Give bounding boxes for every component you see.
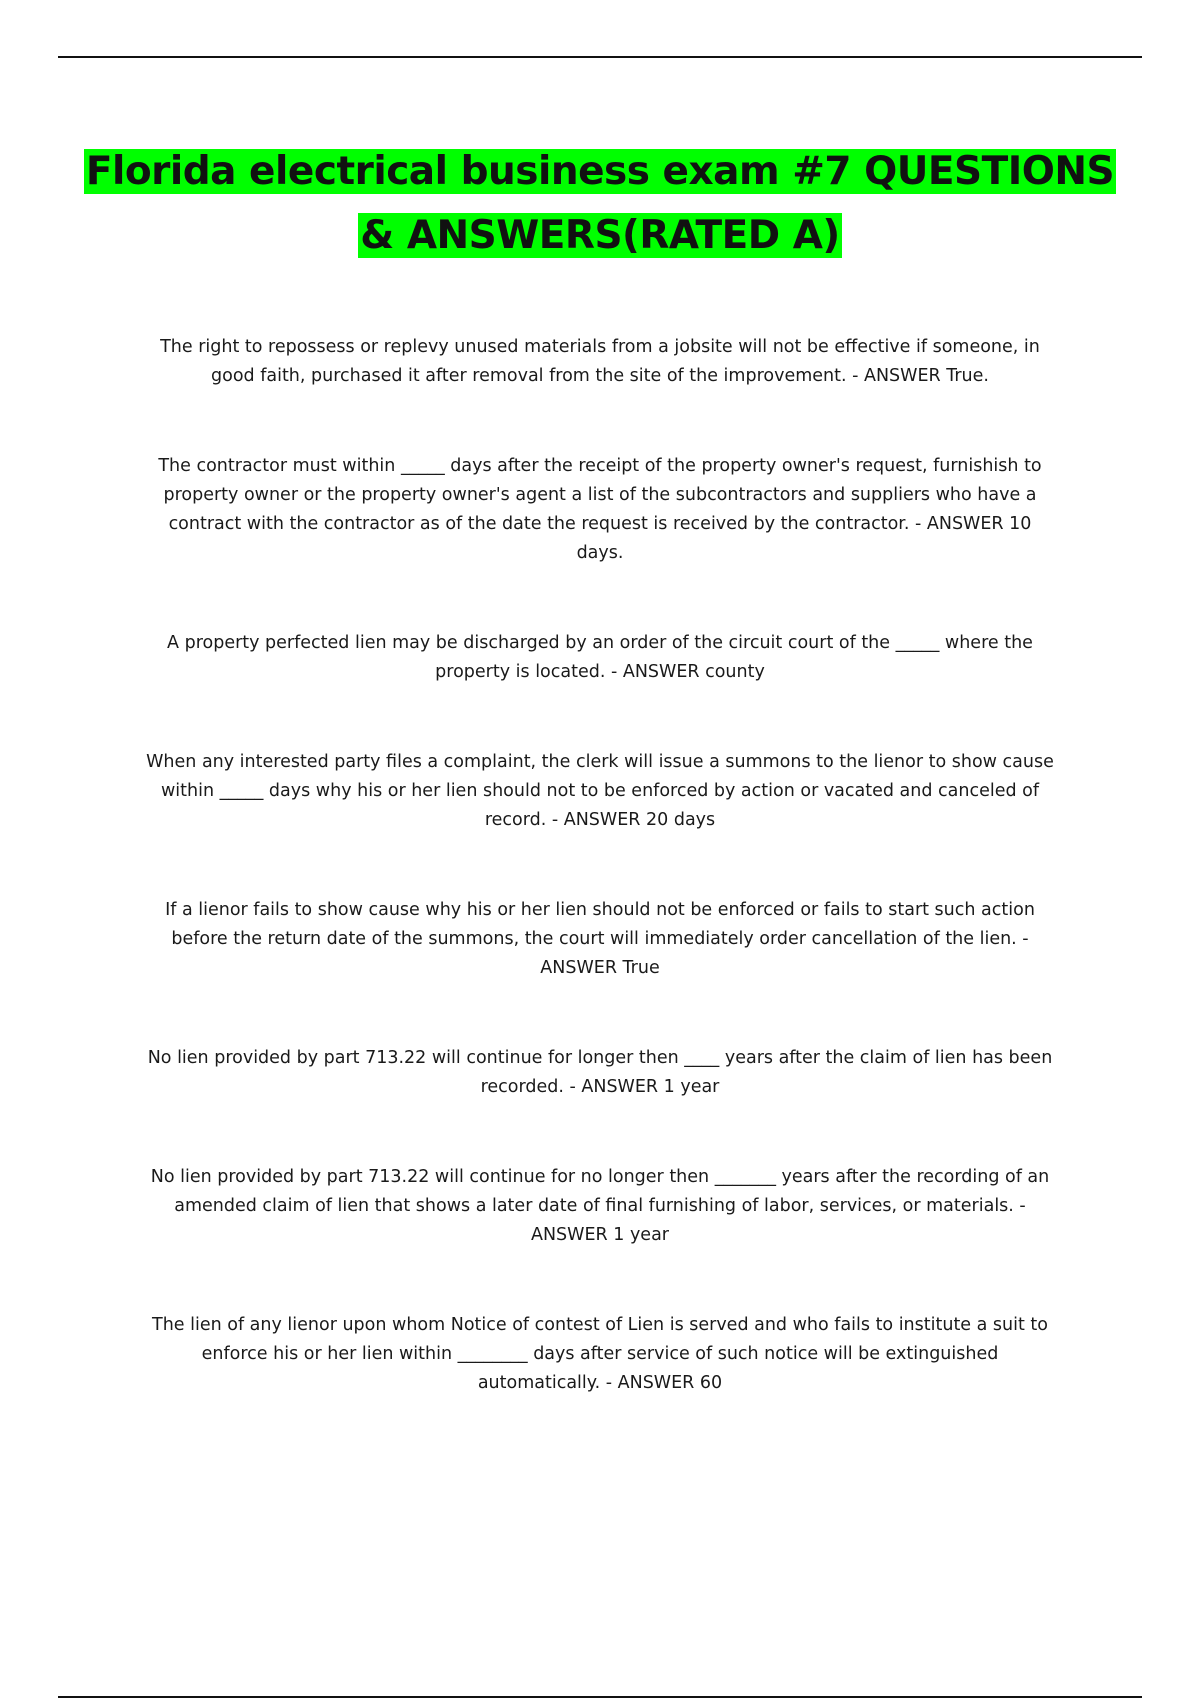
document-title [84,149,1116,258]
title-line-1: Florida electrical business exam #7 QUESTIONS [85,149,1115,194]
qa-item: No lien provided by part 713.22 will continue for no longer then _______ years after the recording of an amended claim of lien that shows a later date of final furnishing of labor, services, or materials. - ANSWER 1 year [150,1167,1050,1245]
qa-item: The contractor must within _____ days after the receipt of the property owner's request, furnishish to property owner or the property owner's agent a list of the subcontractors and suppliers who have a contract with the contractor as of the date the request is received by the contractor. - ANSWER 10 days. [158,456,1042,563]
qa-item: A property perfected lien may be discharged by an order of the circuit court of the _____ where the property is located. - ANSWER county [167,633,1033,682]
title-line-2: & ANSWERS(RATED A) [360,213,840,258]
title-block [0,140,1200,268]
qa-item: The lien of any lienor upon whom Notice of contest of Lien is served and who fails to institute a suit to enforce his or her lien within ________ days after service of such notice will be extinguished automatically. - ANSWER 60 [152,1315,1048,1393]
qa-item: The right to repossess or replevy unused materials from a jobsite will not be effective if someone, in good faith, purchased it after removal from the site of the improvement. - ANSWER True. [160,337,1040,386]
qa-item: If a lienor fails to show cause why his or her lien should not be enforced or fails to start such action before the return date of the summons, the court will immediately order cancellation of the lien. - ANSWER True [165,900,1035,978]
qa-item: When any interested party files a complaint, the clerk will issue a summons to the lienor to show cause within _____ days why his or her lien should not to be enforced by action or vacated and canceled of record. - ANSWER 20 days [146,752,1054,830]
bottom-rule [58,1696,1142,1698]
qa-item: No lien provided by part 713.22 will continue for longer then ____ years after the claim of lien has been recorded. - ANSWER 1 year [147,1048,1053,1097]
qa-list [145,333,1055,1459]
top-rule [58,56,1142,58]
